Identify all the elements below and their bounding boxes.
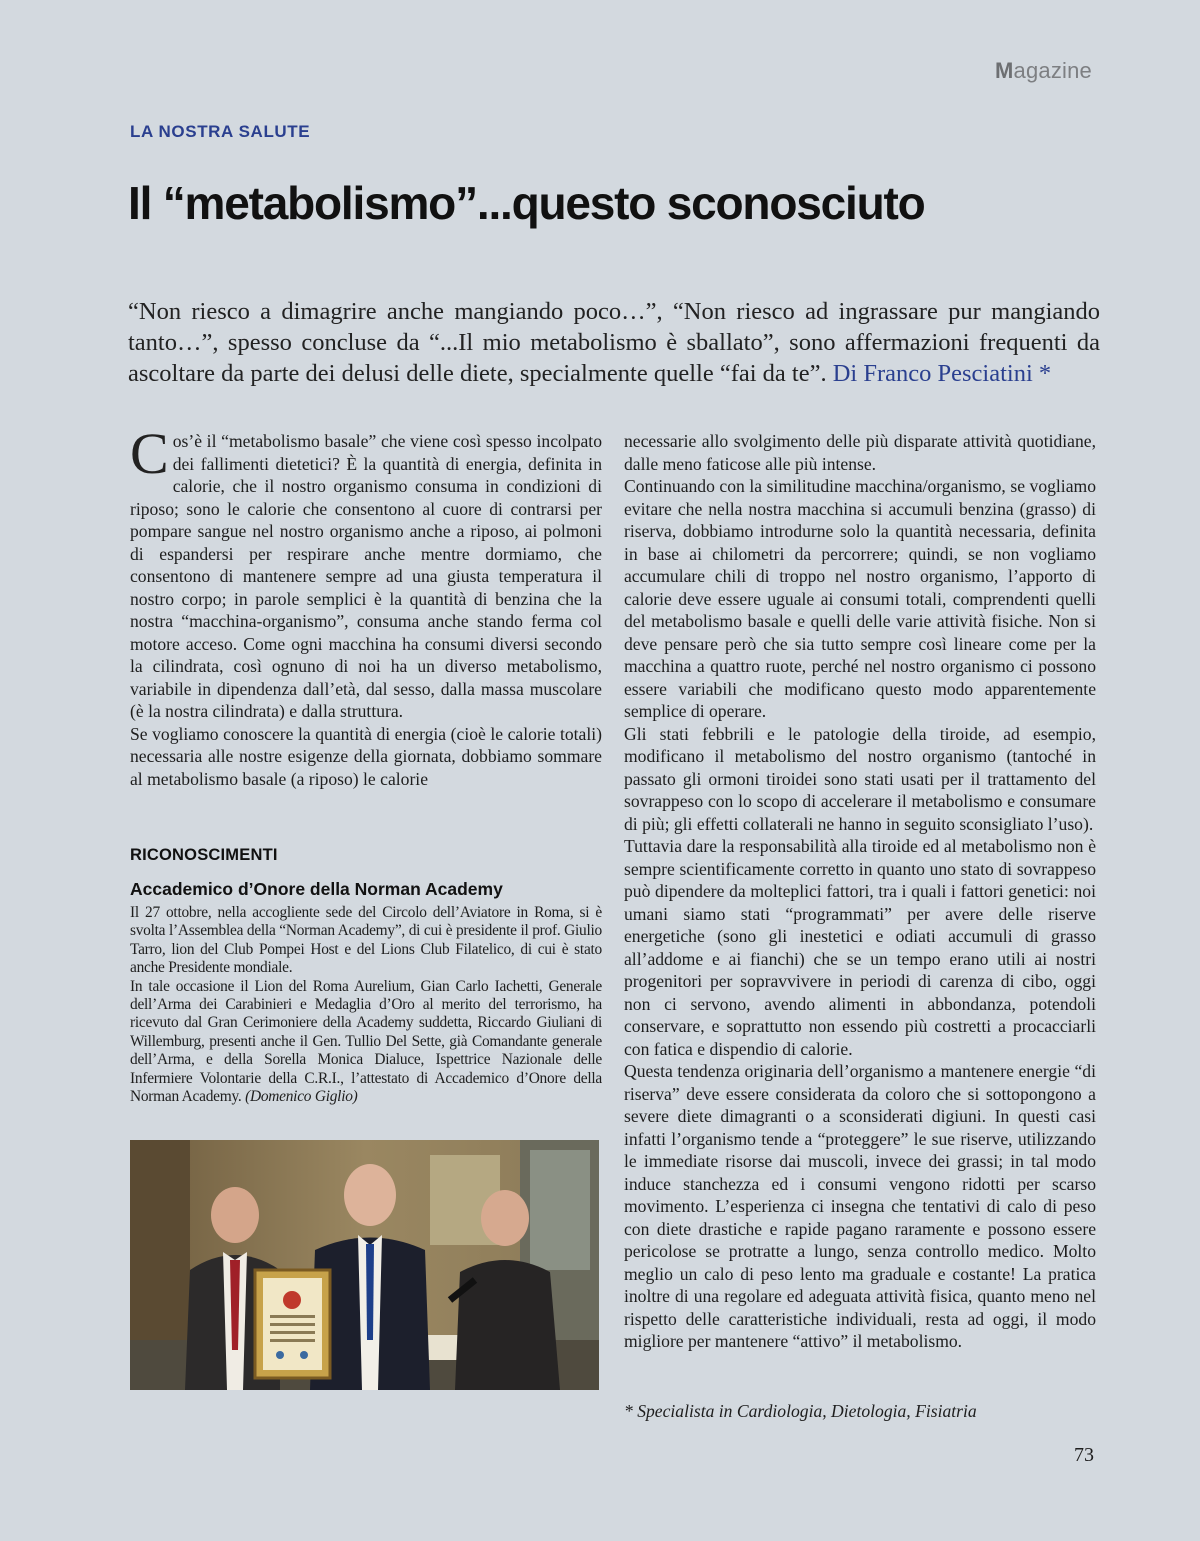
recognition-paragraph bbox=[130, 978, 602, 1107]
page-number: 73 bbox=[1074, 1444, 1094, 1466]
recognition-heading: RICONOSCIMENTI bbox=[130, 846, 278, 864]
magazine-label-rest: agazine bbox=[1013, 58, 1092, 83]
recognition-title: Accademico d’Onore della Norman Academy bbox=[130, 879, 503, 899]
magazine-label-initial: M bbox=[995, 58, 1014, 83]
author-footnote: * Specialista in Cardiologia, Dietologia, Fisiatria bbox=[624, 1401, 977, 1421]
recognition-paragraph-text: In tale occasione il Lion del Roma Aurelium, Gian Carlo Iachetti, Generale dell’Arma dei Carabinieri e Medaglia d’Oro al merito del terrorismo, ha ricevuto dal Gran Cerimoniere della Academy suddetta, Riccardo Giuliani di Willemburg, presenti anche il Gen. Tullio Del Sette, già Comandante generale dell’Arma, e della Sorella Monica Dialuce, Ispettrice Nazionale delle Infermiere Volontarie della C.R.I., l’attestato di Accademico d’Onore della Norman Academy. bbox=[130, 977, 602, 1106]
paragraph-text: os’è il “metabolismo basale” che viene così spesso incolpato dei fallimenti dietetici? È la quantità di energia, definita in calorie, che il nostro organismo consuma in condizioni di riposo; sono le calorie che consentono al cuore di contrarsi per pompare sangue nel nostro organismo anche a riposo, ai polmoni di espandersi per respirare anche mentre dormiamo, che consentono di mantenere sempre ad una giusta temperatura il nostro corpo; in parole semplici è la quantità di benzina che la nostra “macchina-organismo”, consuma anche stando ferma col motore acceso. Come ogni macchina ha consumi diversi secondo la cilindrata, così ognuno di noi ha un diverso metabolismo, variabile in dipendenza dall’età, dal sesso, dalla massa muscolare (è la nostra cilindrata) e dalla struttura. bbox=[130, 431, 602, 721]
article-lead bbox=[128, 296, 1100, 389]
article-paragraph: Questa tendenza originaria dell’organismo a mantenere energie “di riserva” deve essere considerata da coloro che si sottopongono a severe diete dimagranti o a sconsiderati digiuni. In questi casi infatti l’organismo tende a “proteggere” le sue riserve, utilizzando le immediate risorse dai muscoli, invece dei grassi; in tal modo induce stanchezza ed i consumi vengono ridotti per scarso movimento. L’esperienza ci insegna che tentativi di calo di peso con diete drastiche e rapide pagano raramente e possono essere pericolose se protratte a lungo, senza controllo medico. Molto meglio un calo di peso lento ma graduale e costante! La pratica inoltre di una regolare ed adeguata attività fisica, quanto meno nel rispetto delle caratteristiche individuali, resta ad oggi, il modo migliore per mantenere “attivo” il metabolismo. bbox=[624, 1061, 1096, 1351]
article-paragraph: Continuando con la similitudine macchina/organismo, se vogliamo evitare che nella nostra macchina si accumuli benzina (grasso) di riserva, dobbiamo introdurne solo la quantità necessaria, definita in base ai chilometri da percorrere; quindi, se non vogliamo accumulare chili di troppo nel nostro organismo, l’apporto di calorie deve essere uguale ai consumi totali, comprendenti quelli del metabolismo basale e quelli delle varie attività fisiche. Non si deve pensare però che sia tutto sempre così lineare come per la macchina a quattro ruote, perché nel nostro organismo ci possono essere variabili che modificano questo modo apparentemente semplice di operare. bbox=[624, 476, 1096, 721]
ceremony-photo-illustration bbox=[130, 1140, 599, 1390]
article-paragraph: Se vogliamo conoscere la quantità di energia (cioè le calorie totali) necessaria alle nostre esigenze della giornata, dobbiamo sommare al metabolismo basale (a riposo) le calorie bbox=[130, 723, 602, 789]
article-column-left bbox=[130, 421, 602, 790]
section-label: LA NOSTRA SALUTE bbox=[130, 122, 311, 141]
drop-cap: C bbox=[130, 421, 169, 486]
byline: Di Franco Pesciatini * bbox=[832, 360, 1052, 387]
ceremony-photo bbox=[130, 1140, 599, 1390]
lead-text: “Non riesco a dimagrire anche mangiando poco…”, “Non riesco ad ingrassare pur mangiando tanto…”, spesso concluse da “...Il mio metabolismo è sballato”, sono affermazioni frequenti da ascoltare da parte dei delusi delle diete, specialmente quelle “fai da te”. bbox=[128, 298, 1100, 387]
article-title: Il “metabolismo”...questo sconosciuto bbox=[128, 177, 925, 229]
article-paragraph: Gli stati febbrili e le patologie della tiroide, ad esempio, modificano il metabolismo del nostro organismo (tantoché in passato gli ormoni tiroidei sono stati usati per il trattamento del sovrappeso con lo scopo di accelerare il metabolismo e consumare di più; gli effetti collaterali ne hanno in seguito sconsigliato l’uso). bbox=[624, 723, 1096, 834]
recognition-credit: (Domenico Giglio) bbox=[245, 1088, 358, 1106]
recognition-paragraph: Il 27 ottobre, nella accogliente sede del Circolo dell’Aviatore in Roma, si è svolta l’Assemblea della “Norman Academy”, di cui è presidente il prof. Giulio Tarro, lion del Club Pompei Host e del Lions Club Filatelico, di cui è stato anche Presidente mondiale. bbox=[130, 904, 602, 977]
recognition-text bbox=[130, 904, 602, 1106]
article-paragraph bbox=[130, 421, 602, 723]
article-column-right bbox=[624, 430, 1096, 1353]
article-paragraph: Tuttavia dare la responsabilità alla tiroide ed al metabolismo non è sempre scientificamente corretto in quanto uno stato di sovrappeso può dipendere da molteplici fattori, tra i quali i fattori genetici: noi umani siamo stati “programmati” per avere delle riserve energetiche (sono gli inestetici e odiati accumuli di grasso all’addome e ai fianchi) che se un tempo erano utili ai nostri progenitori per sopravvivere in periodi di carenza di cibo, oggi non ci servono, avendo alimenti in abbondanza, potendoli conservare, e soprattutto non essendo più costretti a procacciarli con fatica e dispendio di calorie. bbox=[624, 836, 1096, 1059]
magazine-label bbox=[995, 58, 1092, 84]
article-paragraph: necessarie allo svolgimento delle più disparate attività quotidiane, dalle meno faticose alle più intense. bbox=[624, 431, 1096, 474]
